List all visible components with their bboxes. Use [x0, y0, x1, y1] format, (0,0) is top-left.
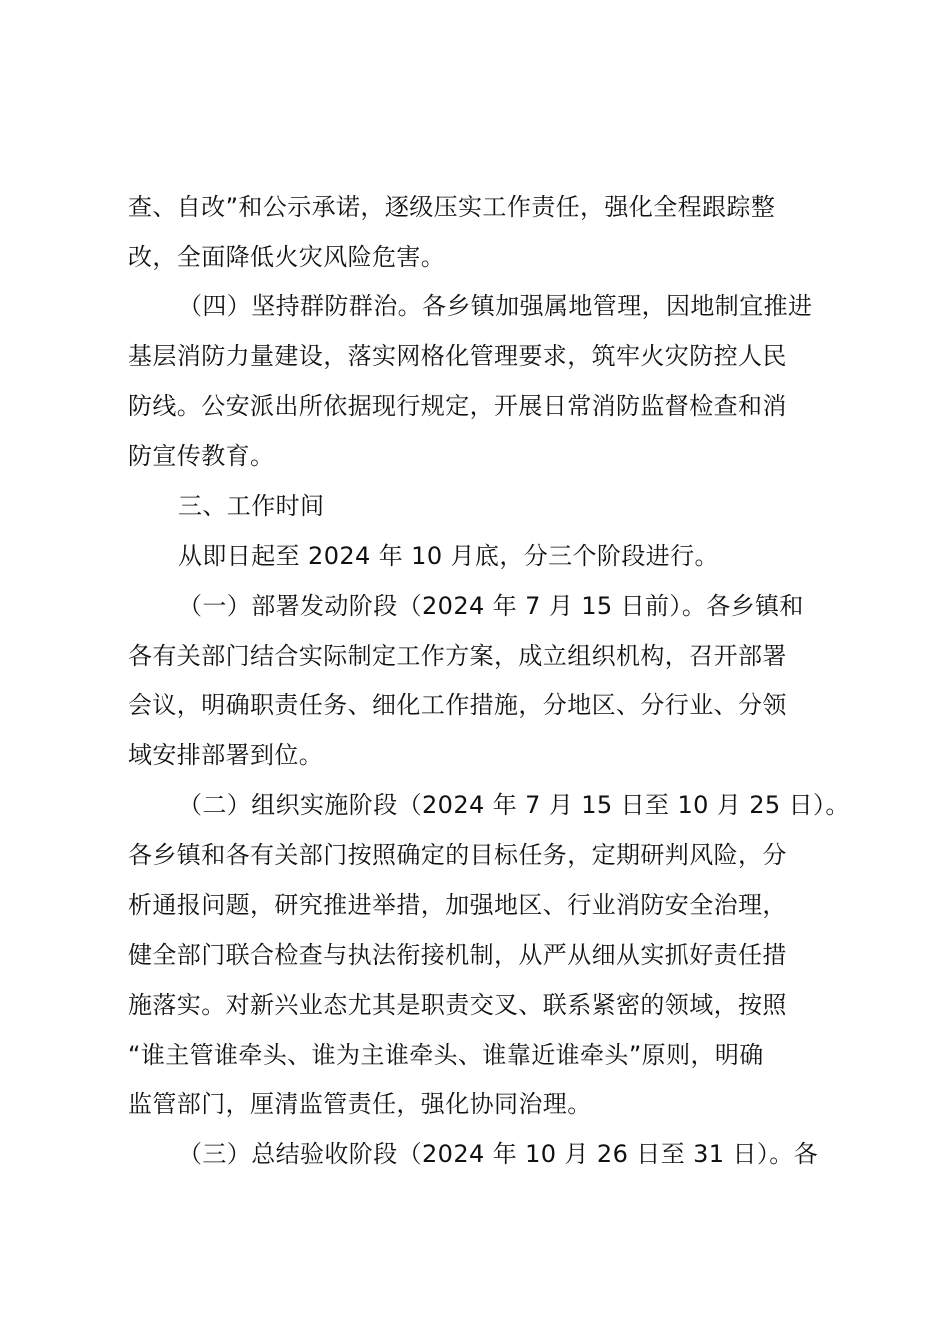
text-line: 施落实。对新兴业态尤其是职责交叉、联系紧密的领域，按照 — [128, 991, 787, 1019]
text-line: “谁主管谁牵头、谁为主谁牵头、谁靠近谁牵头”原则，明确 — [128, 1041, 764, 1069]
text-line: 监管部门，厘清监管责任，强化协同治理。 — [128, 1090, 592, 1118]
text-line: 各乡镇和各有关部门按照确定的目标任务，定期研判风险，分 — [128, 841, 787, 869]
paragraph-heading: （一）部署发动阶段（2024 年 7 月 15 日前）。各乡镇和 — [178, 592, 804, 620]
text-line: 改，全面降低火灾风险危害。 — [128, 243, 446, 271]
paragraph-heading: （二）组织实施阶段（2024 年 7 月 15 日至 10 月 25 日）。 — [178, 791, 850, 819]
paragraph-heading: （四）坚持群防群治。各乡镇加强属地管理，因地制宜推进 — [178, 292, 813, 320]
text-line: 域安排部署到位。 — [128, 741, 324, 769]
text-line: 防宣传教育。 — [128, 442, 275, 470]
text-line: 查、自改”和公示承诺，逐级压实工作责任，强化全程跟踪整 — [128, 193, 776, 221]
section-heading: 三、工作时间 — [178, 492, 325, 520]
text-line: 从即日起至 2024 年 10 月底，分三个阶段进行。 — [178, 542, 719, 570]
text-line: 健全部门联合检查与执法衔接机制，从严从细从实抓好责任措 — [128, 941, 787, 969]
text-line: 会议，明确职责任务、细化工作措施，分地区、分行业、分领 — [128, 691, 787, 719]
text-line: 析通报问题，研究推进举措，加强地区、行业消防安全治理， — [128, 891, 787, 919]
paragraph-heading: （三）总结验收阶段（2024 年 10 月 26 日至 31 日）。各 — [178, 1140, 819, 1168]
text-line: 防线。公安派出所依据现行规定，开展日常消防监督检查和消 — [128, 392, 787, 420]
text-line: 各有关部门结合实际制定工作方案，成立组织机构，召开部署 — [128, 642, 787, 670]
text-line: 基层消防力量建设，落实网格化管理要求，筑牢火灾防控人民 — [128, 342, 787, 370]
